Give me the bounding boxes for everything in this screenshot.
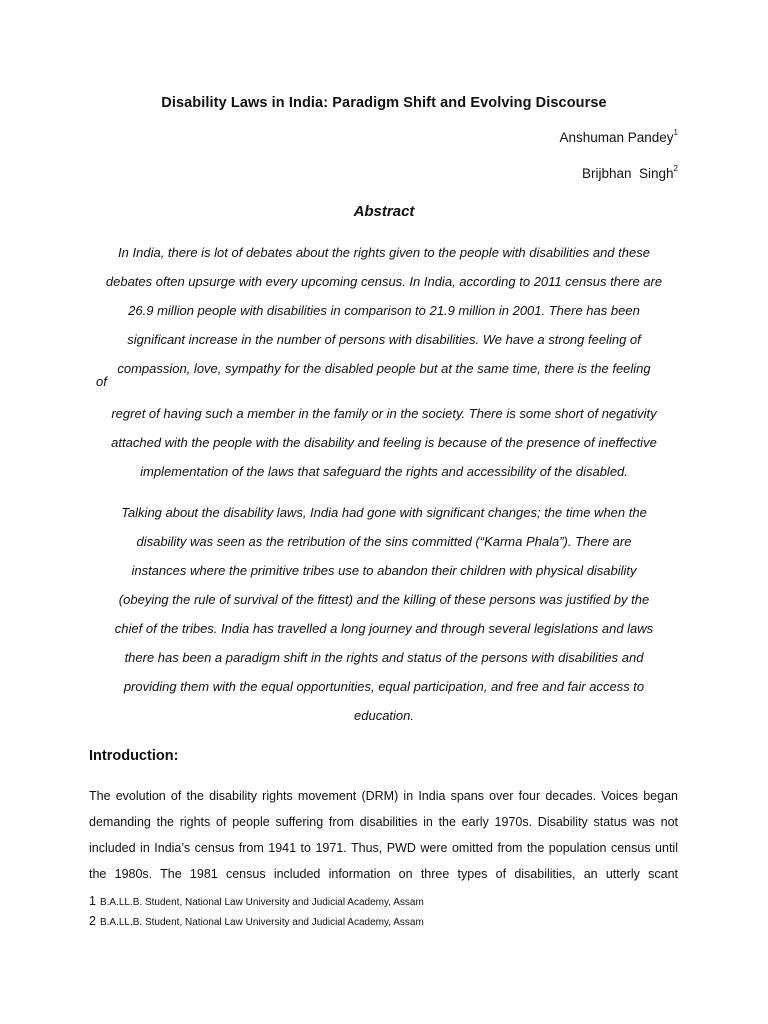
abstract-line: providing them with the equal opportunities, equal participation, and free and fair access to (123, 679, 645, 694)
abstract-paragraph-1-continued (88, 399, 680, 486)
abstract-line: disability was seen as the retribution of the sins committed (“Karma Phala”). There are (136, 534, 632, 549)
abstract-line: there has been a paradigm shift in the rights and status of the persons with disabilities and (124, 650, 644, 665)
footnote-1-number: 1 (89, 894, 96, 908)
author-2-name: Brijbhan Singh (581, 166, 674, 181)
intro-line: The evolution of the disability rights movement (DRM) in India spans over four decades. Voices began (89, 789, 678, 803)
footnote-2-text: B.A.LL.B. Student, National Law University and Judicial Academy, Assam (99, 917, 424, 928)
abstract-line: regret of having such a member in the family or in the society. There is some short of negativity (111, 406, 657, 421)
author-1-name: Anshuman Pandey (559, 130, 674, 145)
author-2-footnote-mark: 2 (673, 164, 678, 173)
abstract-line: compassion, love, sympathy for the disabled people but at the same time, there is the feeling (117, 361, 651, 376)
abstract-line: education. (354, 708, 414, 723)
abstract-paragraph-1 (88, 238, 680, 388)
abstract-line: attached with the people with the disability and feeling is because of the presence of ineffective (111, 435, 657, 450)
abstract-line: of (96, 374, 107, 389)
abstract-heading: Abstract (353, 203, 415, 220)
abstract-line: implementation of the laws that safeguard the rights and accessibility of the disabled. (140, 464, 628, 479)
author-1 (559, 130, 678, 145)
author-1-footnote-mark: 1 (673, 128, 678, 137)
paper-title: Disability Laws in India: Paradigm Shift and Evolving Discourse (161, 95, 607, 111)
abstract-line: In India, there is lot of debates about the rights given to the people with disabilities and these (118, 245, 650, 260)
abstract-line: 26.9 million people with disabilities in comparison to 21.9 million in 2001. There has been (128, 303, 640, 318)
footnote-2 (89, 914, 424, 928)
intro-line: included in India’s census from 1941 to 1971. Thus, PWD were omitted from the population census until (89, 841, 678, 855)
abstract-line: (obeying the rule of survival of the fittest) and the killing of these persons was justified by the (118, 592, 650, 607)
abstract-line: debates often upsurge with every upcoming census. In India, according to 2011 census there are (105, 274, 663, 289)
abstract-line: instances where the primitive tribes use to abandon their children with physical disability (131, 563, 637, 578)
abstract-line: chief of the tribes. India has travelled a long journey and through several legislations and laws (114, 621, 654, 636)
abstract-paragraph-2 (88, 498, 680, 730)
footnote-2-number: 2 (89, 914, 96, 928)
footnote-1 (89, 894, 424, 908)
abstract-line: significant increase in the number of persons with disabilities. We have a strong feeling of (127, 332, 641, 347)
intro-line: demanding the rights of people suffering from disabilities in the early 1970s. Disability status was not (89, 815, 678, 829)
introduction-heading: Introduction: (89, 748, 179, 764)
author-2 (582, 166, 678, 181)
intro-line: the 1980s. The 1981 census included information on three types of disabilities, an utterly scant (89, 867, 678, 881)
abstract-line: Talking about the disability laws, India had gone with significant changes; the time when the (121, 505, 647, 520)
footnote-1-text: B.A.LL.B. Student, National Law University and Judicial Academy, Assam (99, 897, 424, 908)
introduction-paragraph (89, 783, 678, 887)
